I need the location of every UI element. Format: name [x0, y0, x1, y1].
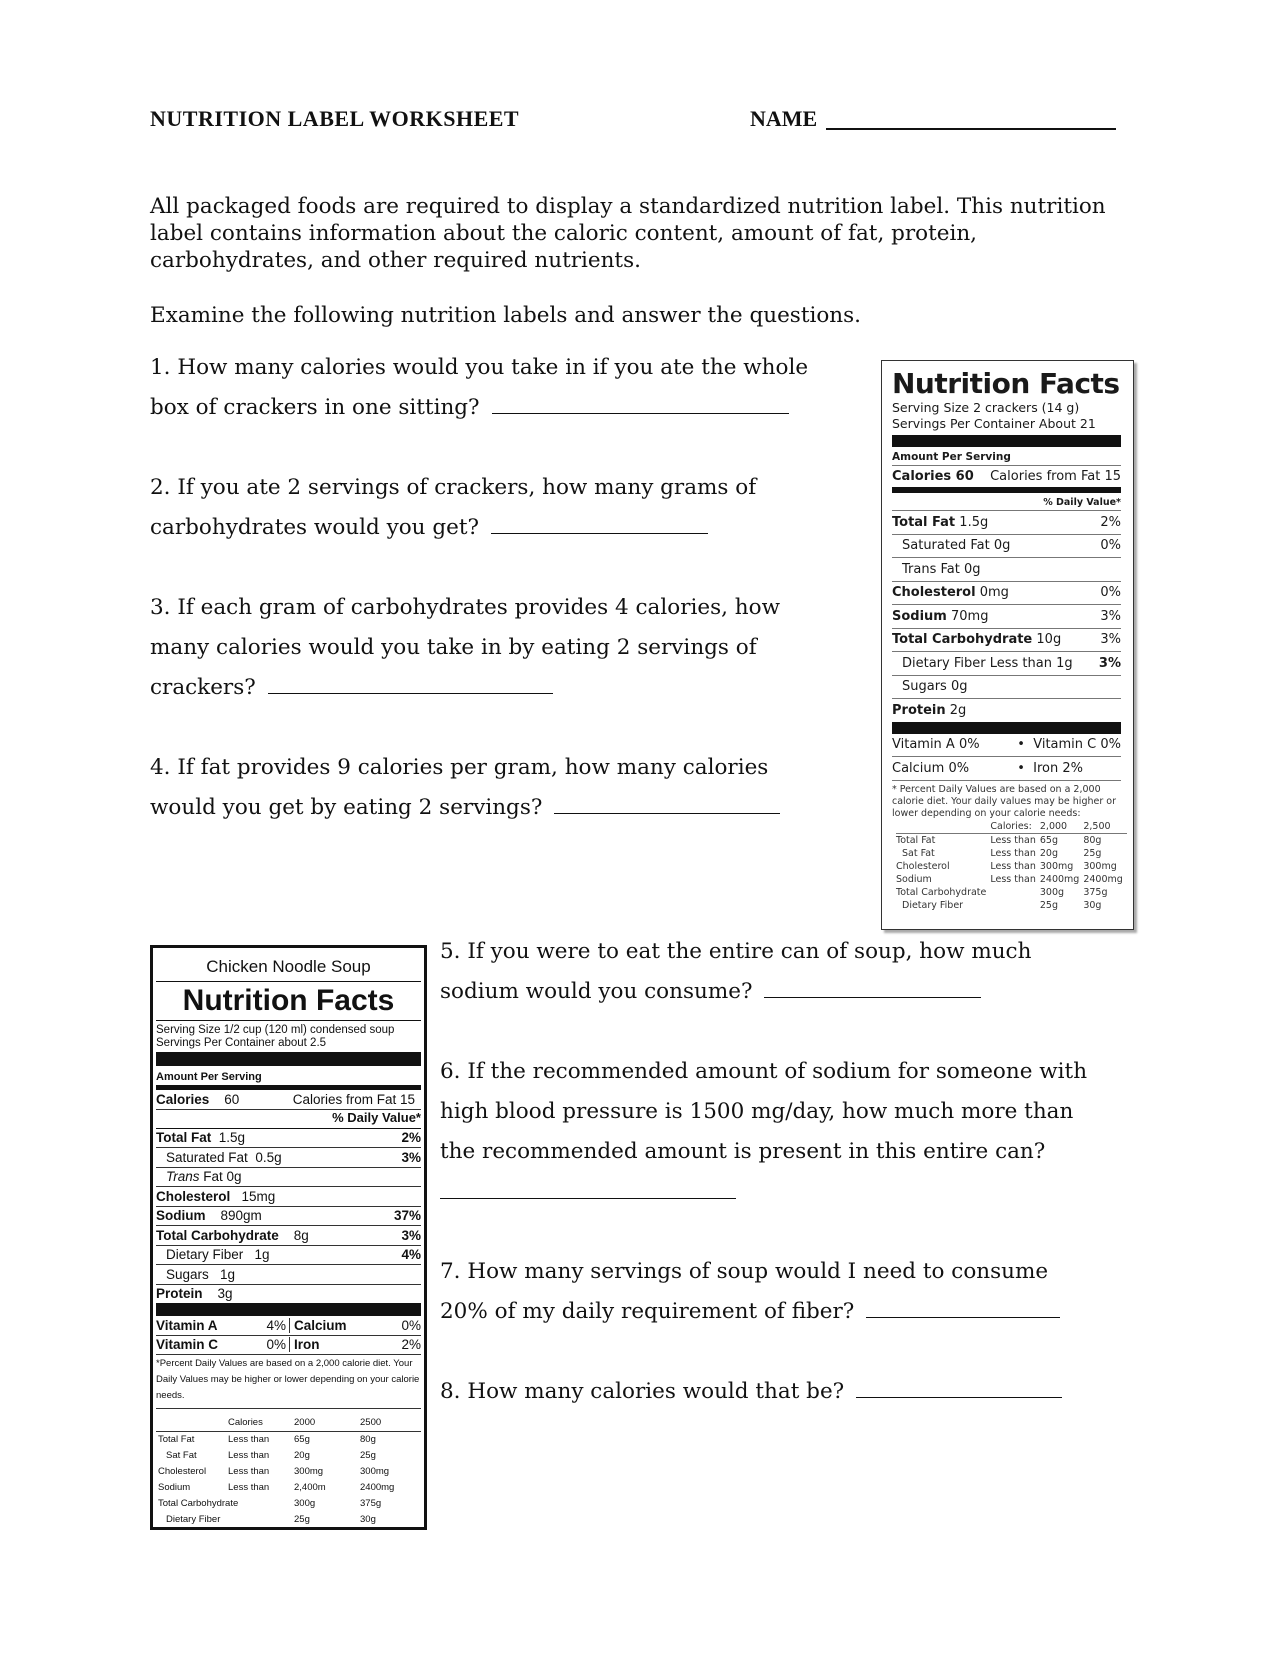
- crackers-row-dietary-fiber: [892, 652, 1121, 676]
- nutrient-dv: 4%: [401, 1247, 421, 1263]
- nutrient-amount: Fat 0g: [203, 1169, 242, 1185]
- soup-vitamins-row-2: [156, 1336, 421, 1356]
- soup-vitamin-c-value: 0%: [266, 1337, 286, 1353]
- nutrient-dv: 3%: [1100, 632, 1121, 648]
- crackers-row-total-fat: [892, 511, 1121, 535]
- table-cell: 2400mg: [360, 1482, 395, 1493]
- table-cell: Sat Fat: [166, 1450, 197, 1461]
- crackers-calcium: Calcium 0%: [892, 760, 970, 776]
- table-cell: Dietary Fiber: [166, 1514, 221, 1525]
- nutrient-amount: 0mg: [979, 585, 1009, 601]
- table-row: [156, 1512, 421, 1528]
- question-6: [440, 1052, 1087, 1172]
- bullet: •: [1017, 737, 1025, 753]
- crackers-footnote: * Percent Daily Values are based on a 2,000 calorie diet. Your daily values may be higher or lower depending on your calorie needs:: [892, 783, 1116, 819]
- nutrient-name: Protein: [156, 1286, 203, 1302]
- soup-serving-size: Serving Size 1/2 cup (120 ml) condensed soup: [156, 1024, 395, 1036]
- soup-row-sodium: [156, 1207, 421, 1227]
- soup-nutrition-label: [150, 945, 427, 1530]
- question-3: [150, 588, 780, 708]
- crackers-daily-values-table: [896, 820, 1127, 912]
- table-row: [896, 886, 1127, 899]
- nutrient-name: Total Carbohydrate: [892, 632, 1033, 648]
- soup-row-trans-fat: [156, 1168, 421, 1188]
- table-cell: 80g: [360, 1434, 376, 1445]
- crackers-row-protein: [892, 699, 1121, 722]
- table-row: [156, 1432, 421, 1449]
- table-cell: Dietary Fiber: [902, 899, 964, 911]
- question-1-line1: 1. How many calories would you take in if you ate the whole: [150, 355, 809, 380]
- table-cell: Sodium: [158, 1482, 191, 1493]
- soup-calories-row: [156, 1090, 421, 1110]
- table-cell: 300g: [294, 1498, 316, 1509]
- nutrient-dv: 0%: [1100, 585, 1121, 601]
- table-cell: Sat Fat: [902, 847, 935, 859]
- table-cell: 30g: [1083, 899, 1102, 911]
- crackers-nutrition-label: [881, 360, 1134, 930]
- table-row: [896, 860, 1127, 873]
- table-cell: Total Carbohydrate: [158, 1498, 239, 1509]
- table-header-cell: 2000: [294, 1417, 316, 1428]
- crackers-amount-per-serving: Amount Per Serving: [892, 447, 1121, 466]
- soup-row-total-carbohydrate: [156, 1226, 421, 1246]
- crackers-servings-per-container: Servings Per Container About 21: [892, 416, 1096, 431]
- soup-row-dietary-fiber: [156, 1246, 421, 1266]
- nutrient-name: Sugars 0g: [902, 679, 968, 695]
- nutrient-name: Sugars: [166, 1266, 209, 1282]
- question-3-line1: 3. If each gram of carbohydrates provides 4 calories, how: [150, 595, 780, 620]
- table-cell: Sodium: [896, 873, 932, 885]
- nutrient-name: Cholesterol: [892, 585, 976, 601]
- nutrient-dv: 0%: [1100, 538, 1121, 554]
- table-header-cell: 2,000: [1039, 820, 1068, 832]
- crackers-vitamins-row-2: [892, 757, 1121, 781]
- table-cell: 375g: [360, 1498, 382, 1509]
- question-4: [150, 748, 780, 828]
- answer-2-blank[interactable]: [491, 513, 708, 534]
- nutrient-name: Total Fat: [892, 514, 956, 530]
- crackers-row-sugars: [892, 676, 1121, 700]
- answer-1-blank[interactable]: [492, 393, 789, 414]
- table-cell: Less than: [228, 1482, 270, 1493]
- question-6-line1: 6. If the recommended amount of sodium for someone with: [440, 1059, 1088, 1084]
- table-cell: 2400mg: [1039, 873, 1080, 885]
- nutrient-amount: 2g: [949, 702, 967, 718]
- nutrient-amount: 10g: [1036, 632, 1062, 648]
- answer-7-blank[interactable]: [866, 1297, 1060, 1318]
- name-blank-line[interactable]: [826, 128, 1116, 130]
- question-1-line2: box of crackers in one sitting?: [150, 395, 480, 420]
- crackers-iron: Iron 2%: [1033, 760, 1083, 776]
- table-row: [896, 899, 1127, 912]
- soup-footnote: *Percent Daily Values are based on a 2,000 calorie diet. Your Daily Values may be higher or lower depending on your calorie needs.: [156, 1355, 421, 1409]
- soup-iron-value: 2%: [401, 1337, 421, 1353]
- nutrient-name: Trans: [166, 1169, 200, 1185]
- question-3-line3: crackers?: [150, 675, 256, 700]
- table-row: [896, 847, 1127, 860]
- answer-3-blank[interactable]: [268, 673, 553, 694]
- question-4-line2: would you get by eating 2 servings?: [150, 795, 543, 820]
- table-header-cell: 2,500: [1083, 820, 1111, 832]
- table-cell: 25g: [1083, 847, 1102, 859]
- table-cell: 2,400m: [294, 1482, 326, 1493]
- table-row: [156, 1464, 421, 1480]
- table-cell: Less than: [990, 873, 1036, 885]
- soup-vitamin-a-value: 4%: [266, 1317, 286, 1333]
- question-5: [440, 932, 1031, 1012]
- soup-thick-bar: [156, 1052, 421, 1066]
- nutrient-name: Total Fat: [156, 1130, 212, 1146]
- crackers-calories-from-fat: Calories from Fat 15: [990, 469, 1121, 484]
- table-cell: 25g: [360, 1450, 376, 1461]
- table-header-cell: Calories:: [990, 820, 1032, 832]
- question-7: [440, 1252, 1060, 1332]
- crackers-serving-size: Serving Size 2 crackers (14 g): [892, 400, 1080, 415]
- nutrient-name: Trans Fat 0g: [902, 561, 981, 577]
- table-cell: [990, 886, 1039, 899]
- nutrient-amount: 1.5g: [959, 514, 989, 530]
- soup-vitamin-a-label: Vitamin A: [156, 1317, 218, 1333]
- nutrient-name: Sodium: [892, 608, 947, 624]
- table-cell: Cholesterol: [158, 1466, 207, 1477]
- question-3-line2: many calories would you take in by eating 2 servings of: [150, 635, 757, 660]
- nutrient-dv: 2%: [401, 1130, 421, 1146]
- nutrient-dv: 37%: [393, 1208, 421, 1224]
- table-row: [896, 873, 1127, 886]
- question-7-line2: 20% of my daily requirement of fiber?: [440, 1299, 855, 1324]
- intro-paragraph: All packaged foods are required to display a standardized nutrition label. This nutrition label contains information about the caloric content, amount of fat, protein, carbohydrates, and other required nutrients.: [150, 194, 1106, 273]
- soup-servings-per-container: Servings Per Container about 2.5: [156, 1037, 327, 1049]
- table-cell: Total Carbohydrate: [896, 886, 987, 898]
- table-cell: 20g: [294, 1450, 310, 1461]
- table-cell: 375g: [1083, 886, 1108, 898]
- nutrient-dv: 3%: [1098, 655, 1121, 671]
- question-5-line2: sodium would you consume?: [440, 979, 753, 1004]
- table-row: [156, 1480, 421, 1496]
- soup-iron-label: Iron: [294, 1337, 320, 1353]
- nutrient-dv: 3%: [401, 1227, 421, 1243]
- table-cell: 30g: [360, 1514, 376, 1525]
- question-2-line1: 2. If you ate 2 servings of crackers, how many grams of: [150, 475, 757, 500]
- table-cell: Total Fat: [896, 834, 936, 846]
- crackers-thick-bar-2: [892, 722, 1121, 734]
- soup-calcium-value: 0%: [401, 1317, 421, 1333]
- nutrient-name: Total Carbohydrate: [156, 1227, 279, 1243]
- table-cell: 300mg: [1039, 860, 1074, 872]
- crackers-vitamin-a: Vitamin A 0%: [892, 737, 980, 753]
- soup-calories-from-fat: Calories from Fat 15: [292, 1091, 415, 1107]
- nutrient-amount: 0.5g: [255, 1149, 282, 1165]
- table-cell: 300g: [1039, 886, 1065, 898]
- table-cell: 65g: [1039, 834, 1058, 846]
- soup-vitamins-row-1: [156, 1316, 421, 1336]
- soup-vitamin-c-label: Vitamin C: [156, 1337, 219, 1353]
- table-row: [156, 1496, 421, 1512]
- question-5-line1: 5. If you were to eat the entire can of soup, how much: [440, 939, 1032, 964]
- crackers-row-saturated-fat: [892, 535, 1121, 559]
- crackers-label-title: Nutrition Facts: [892, 367, 1120, 400]
- crackers-vitamin-c: Vitamin C 0%: [1033, 737, 1121, 753]
- crackers-row-total-carbohydrate: [892, 629, 1121, 653]
- table-cell: [990, 899, 1039, 912]
- question-8: [440, 1372, 1062, 1412]
- table-cell: 65g: [294, 1434, 310, 1445]
- nutrient-name: Cholesterol: [156, 1188, 231, 1204]
- soup-row-sugars: [156, 1265, 421, 1285]
- crackers-vitamins-row-1: [892, 734, 1121, 758]
- table-cell: Less than: [990, 834, 1036, 846]
- soup-calories-value: 60: [224, 1091, 240, 1107]
- nutrient-name: Sodium: [156, 1208, 206, 1224]
- soup-row-saturated-fat: [156, 1148, 421, 1168]
- question-6-line3: the recommended amount is present in this entire can?: [440, 1139, 1046, 1164]
- nutrient-amount: 890gm: [220, 1208, 262, 1224]
- table-cell: Less than: [228, 1434, 270, 1445]
- question-2-line2: carbohydrates would you get?: [150, 515, 480, 540]
- nutrient-name: Saturated Fat: [166, 1149, 248, 1165]
- question-1: [150, 348, 808, 428]
- nutrient-name: Saturated Fat 0g: [902, 538, 1011, 554]
- table-cell: 300mg: [360, 1466, 390, 1477]
- soup-row-cholesterol: [156, 1187, 421, 1207]
- table-row: [896, 833, 1127, 847]
- crackers-calories-row: [892, 466, 1121, 487]
- table-cell: Less than: [990, 860, 1036, 872]
- soup-calcium-label: Calcium: [294, 1317, 347, 1333]
- nutrient-amount: 1g: [254, 1247, 270, 1263]
- soup-daily-values-table: [156, 1415, 421, 1528]
- table-cell: 300mg: [294, 1466, 324, 1477]
- answer-4-blank[interactable]: [554, 793, 780, 814]
- table-cell: 20g: [1039, 847, 1058, 859]
- crackers-daily-value-header: % Daily Value*: [892, 493, 1121, 511]
- table-cell: Less than: [228, 1466, 270, 1477]
- name-label: NAME: [750, 106, 818, 131]
- table-cell: Cholesterol: [896, 860, 950, 872]
- soup-daily-value-header: % Daily Value*: [156, 1110, 421, 1129]
- soup-calories-label: Calories: [156, 1091, 210, 1107]
- nutrient-name: Protein: [892, 702, 946, 718]
- worksheet-title: NUTRITION LABEL WORKSHEET: [150, 106, 520, 131]
- nutrient-name: Dietary Fiber: [166, 1247, 244, 1263]
- nutrient-amount: 70mg: [951, 608, 989, 624]
- soup-thick-bar-2: [156, 1303, 421, 1316]
- table-cell: 300mg: [1083, 860, 1117, 872]
- answer-6-blank[interactable]: [440, 1198, 736, 1199]
- nutrient-name: Dietary Fiber Less than 1g: [902, 655, 1073, 671]
- answer-8-blank[interactable]: [856, 1377, 1062, 1398]
- nutrient-amount: 1.5g: [218, 1130, 246, 1146]
- table-cell: 25g: [1039, 899, 1058, 911]
- question-2: [150, 468, 756, 548]
- table-cell: Less than: [228, 1450, 270, 1461]
- table-cell: 25g: [294, 1514, 310, 1525]
- nutrient-amount: 3g: [217, 1286, 233, 1302]
- instructions-paragraph: Examine the following nutrition labels and answer the questions.: [150, 303, 862, 328]
- soup-amount-per-serving: Amount Per Serving: [156, 1071, 262, 1083]
- soup-row-protein: [156, 1285, 421, 1304]
- nutrient-amount: 15mg: [241, 1188, 276, 1204]
- table-header-cell: 2500: [360, 1417, 382, 1428]
- crackers-row-trans-fat: [892, 558, 1121, 582]
- table-cell: 80g: [1083, 834, 1102, 846]
- answer-5-blank[interactable]: [764, 977, 981, 998]
- question-7-line1: 7. How many servings of soup would I need to consume: [440, 1259, 1049, 1284]
- crackers-calories: Calories 60: [892, 469, 974, 484]
- nutrient-amount: 8g: [293, 1227, 309, 1243]
- table-header-cell: [156, 1415, 226, 1432]
- question-6-line2: high blood pressure is 1500 mg/day, how much more than: [440, 1099, 1074, 1124]
- soup-product-name: Chicken Noodle Soup: [206, 957, 371, 976]
- table-cell: Less than: [990, 847, 1036, 859]
- bullet: •: [1017, 760, 1025, 776]
- nutrient-dv: 3%: [401, 1149, 421, 1165]
- crackers-row-cholesterol: [892, 582, 1121, 606]
- table-row: [156, 1448, 421, 1464]
- table-cell: Total Fat: [158, 1434, 195, 1445]
- crackers-row-sodium: [892, 605, 1121, 629]
- question-4-line1: 4. If fat provides 9 calories per gram, how many calories: [150, 755, 769, 780]
- question-8-line1: 8. How many calories would that be?: [440, 1379, 845, 1404]
- nutrient-dv: 3%: [1100, 608, 1121, 624]
- nutrient-dv: 2%: [1100, 514, 1121, 530]
- crackers-thick-bar: [892, 435, 1121, 447]
- soup-row-total-fat: [156, 1129, 421, 1149]
- soup-label-title: Nutrition Facts: [182, 984, 395, 1017]
- table-header-cell: Calories: [228, 1417, 263, 1428]
- nutrient-amount: 1g: [220, 1266, 236, 1282]
- table-cell: 2400mg: [1083, 873, 1123, 885]
